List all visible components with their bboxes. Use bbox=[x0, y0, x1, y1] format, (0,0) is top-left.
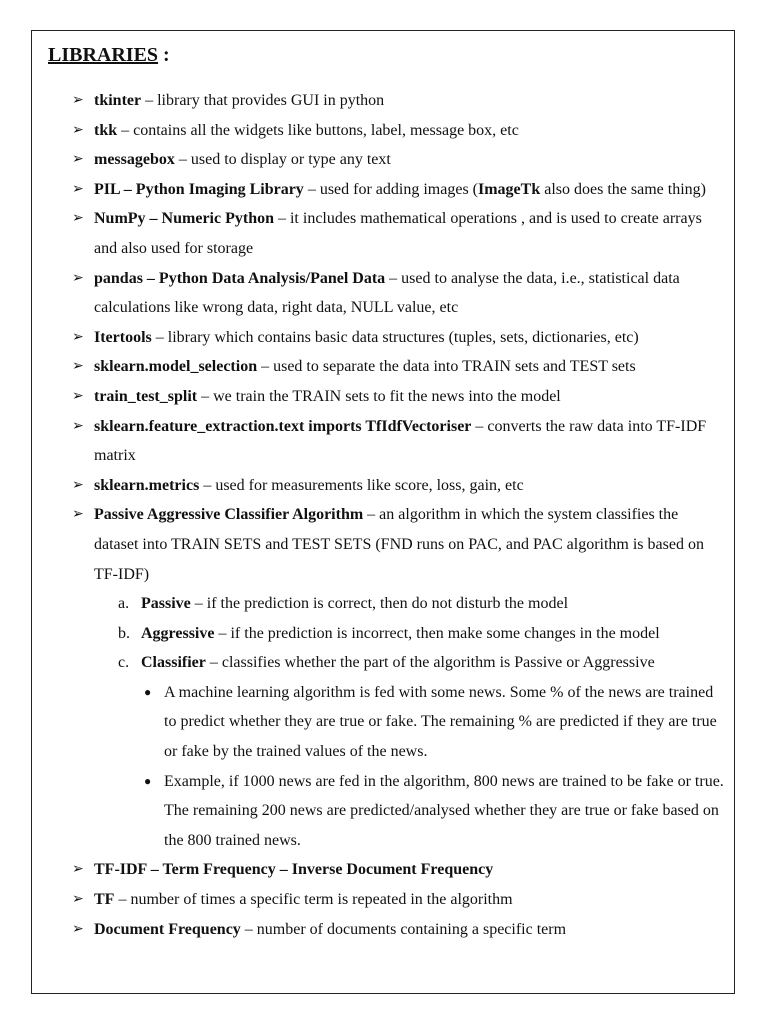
dot-bullet-icon: ● bbox=[144, 684, 152, 699]
bullet-item: ● Example, if 1000 news are fed in the algorithm, 800 news are trained to be fake or true. The remaining 200 news are predicted/analysed whether they are true or fake based on the 800 trained news. bbox=[72, 767, 724, 856]
list-item: ➢ NumPy – Numeric Python – it includes mathematical operations , and is used to create arrays and also used for storage bbox=[72, 204, 724, 263]
arrow-bullet-icon: ➢ bbox=[72, 181, 84, 197]
list-item: ➢ tkinter – library that provides GUI in python bbox=[72, 86, 724, 116]
arrow-bullet-icon: ➢ bbox=[72, 329, 84, 345]
libraries-list bbox=[72, 86, 724, 944]
arrow-bullet-icon: ➢ bbox=[72, 93, 84, 108]
sub-list-item: a. Passive – if the prediction is correct, then do not disturb the model bbox=[118, 595, 569, 613]
dot-bullet-icon: ● bbox=[144, 773, 152, 788]
arrow-bullet-icon: ➢ bbox=[72, 862, 84, 878]
arrow-bullet-icon: ➢ bbox=[72, 388, 84, 404]
list-item: ➢ train_test_split – we train the TRAIN sets to fit the news into the model bbox=[72, 382, 724, 412]
list-item: ➢ sklearn.metrics – used for measurements like score, loss, gain, etc bbox=[72, 471, 724, 501]
arrow-bullet-icon: ➢ bbox=[72, 921, 84, 937]
bullet-item: ● A machine learning algorithm is fed with some news. Some % of the news are trained to predict whether they are true or fake. The remaining % are predicted if they are true or fake by the trained values of the news. bbox=[72, 678, 724, 767]
list-item: ➢ PIL – Python Imaging Library – used for adding images (ImageTk also does the same thing) bbox=[72, 175, 724, 205]
page-frame bbox=[31, 30, 735, 994]
arrow-bullet-icon: ➢ bbox=[72, 507, 84, 523]
list-item: ➢ Itertools – library which contains basic data structures (tuples, sets, dictionaries, etc) bbox=[72, 323, 724, 353]
arrow-bullet-icon: ➢ bbox=[72, 152, 84, 168]
arrow-bullet-icon: ➢ bbox=[72, 122, 84, 138]
list-item: ➢ tkk – contains all the widgets like buttons, label, message box, etc bbox=[72, 116, 724, 146]
list-item: ➢ Document Frequency – number of documents containing a specific term bbox=[72, 915, 724, 945]
list-item: ➢ pandas – Python Data Analysis/Panel Data – used to analyse the data, i.e., statistical data calculations like wrong data, right data, NULL value, etc bbox=[72, 264, 724, 323]
sub-list-item: c. Classifier – classifies whether the part of the algorithm is Passive or Aggressive bbox=[118, 654, 655, 672]
arrow-bullet-icon: ➢ bbox=[72, 892, 84, 908]
arrow-bullet-icon: ➢ bbox=[72, 359, 84, 375]
sub-list-item: b. Aggressive – if the prediction is incorrect, then make some changes in the model bbox=[118, 624, 660, 642]
list-item: ➢ messagebox – used to display or type any text bbox=[72, 145, 724, 175]
arrow-bullet-icon: ➢ bbox=[72, 477, 84, 493]
list-item: ➢ TF – number of times a specific term is repeated in the algorithm bbox=[72, 885, 724, 915]
page-title: LIBRARIES : bbox=[48, 44, 170, 66]
list-item: ➢ TF-IDF – Term Frequency – Inverse Document Frequency bbox=[72, 855, 724, 885]
list-item: ➢ sklearn.feature_extraction.text imports TfIdfVectoriser – converts the raw data into TF-IDF matrix bbox=[72, 412, 724, 471]
arrow-bullet-icon: ➢ bbox=[72, 211, 84, 227]
list-item: ➢ sklearn.model_selection – used to separate the data into TRAIN sets and TEST sets bbox=[72, 352, 724, 382]
arrow-bullet-icon: ➢ bbox=[72, 418, 84, 434]
list-item: ➢ Passive Aggressive Classifier Algorithm – an algorithm in which the system classifies the dataset into TRAIN SETS and TEST SETS (FND runs on PAC, and PAC algorithm is based on TF-IDF) bbox=[72, 500, 724, 589]
arrow-bullet-icon: ➢ bbox=[72, 270, 84, 286]
